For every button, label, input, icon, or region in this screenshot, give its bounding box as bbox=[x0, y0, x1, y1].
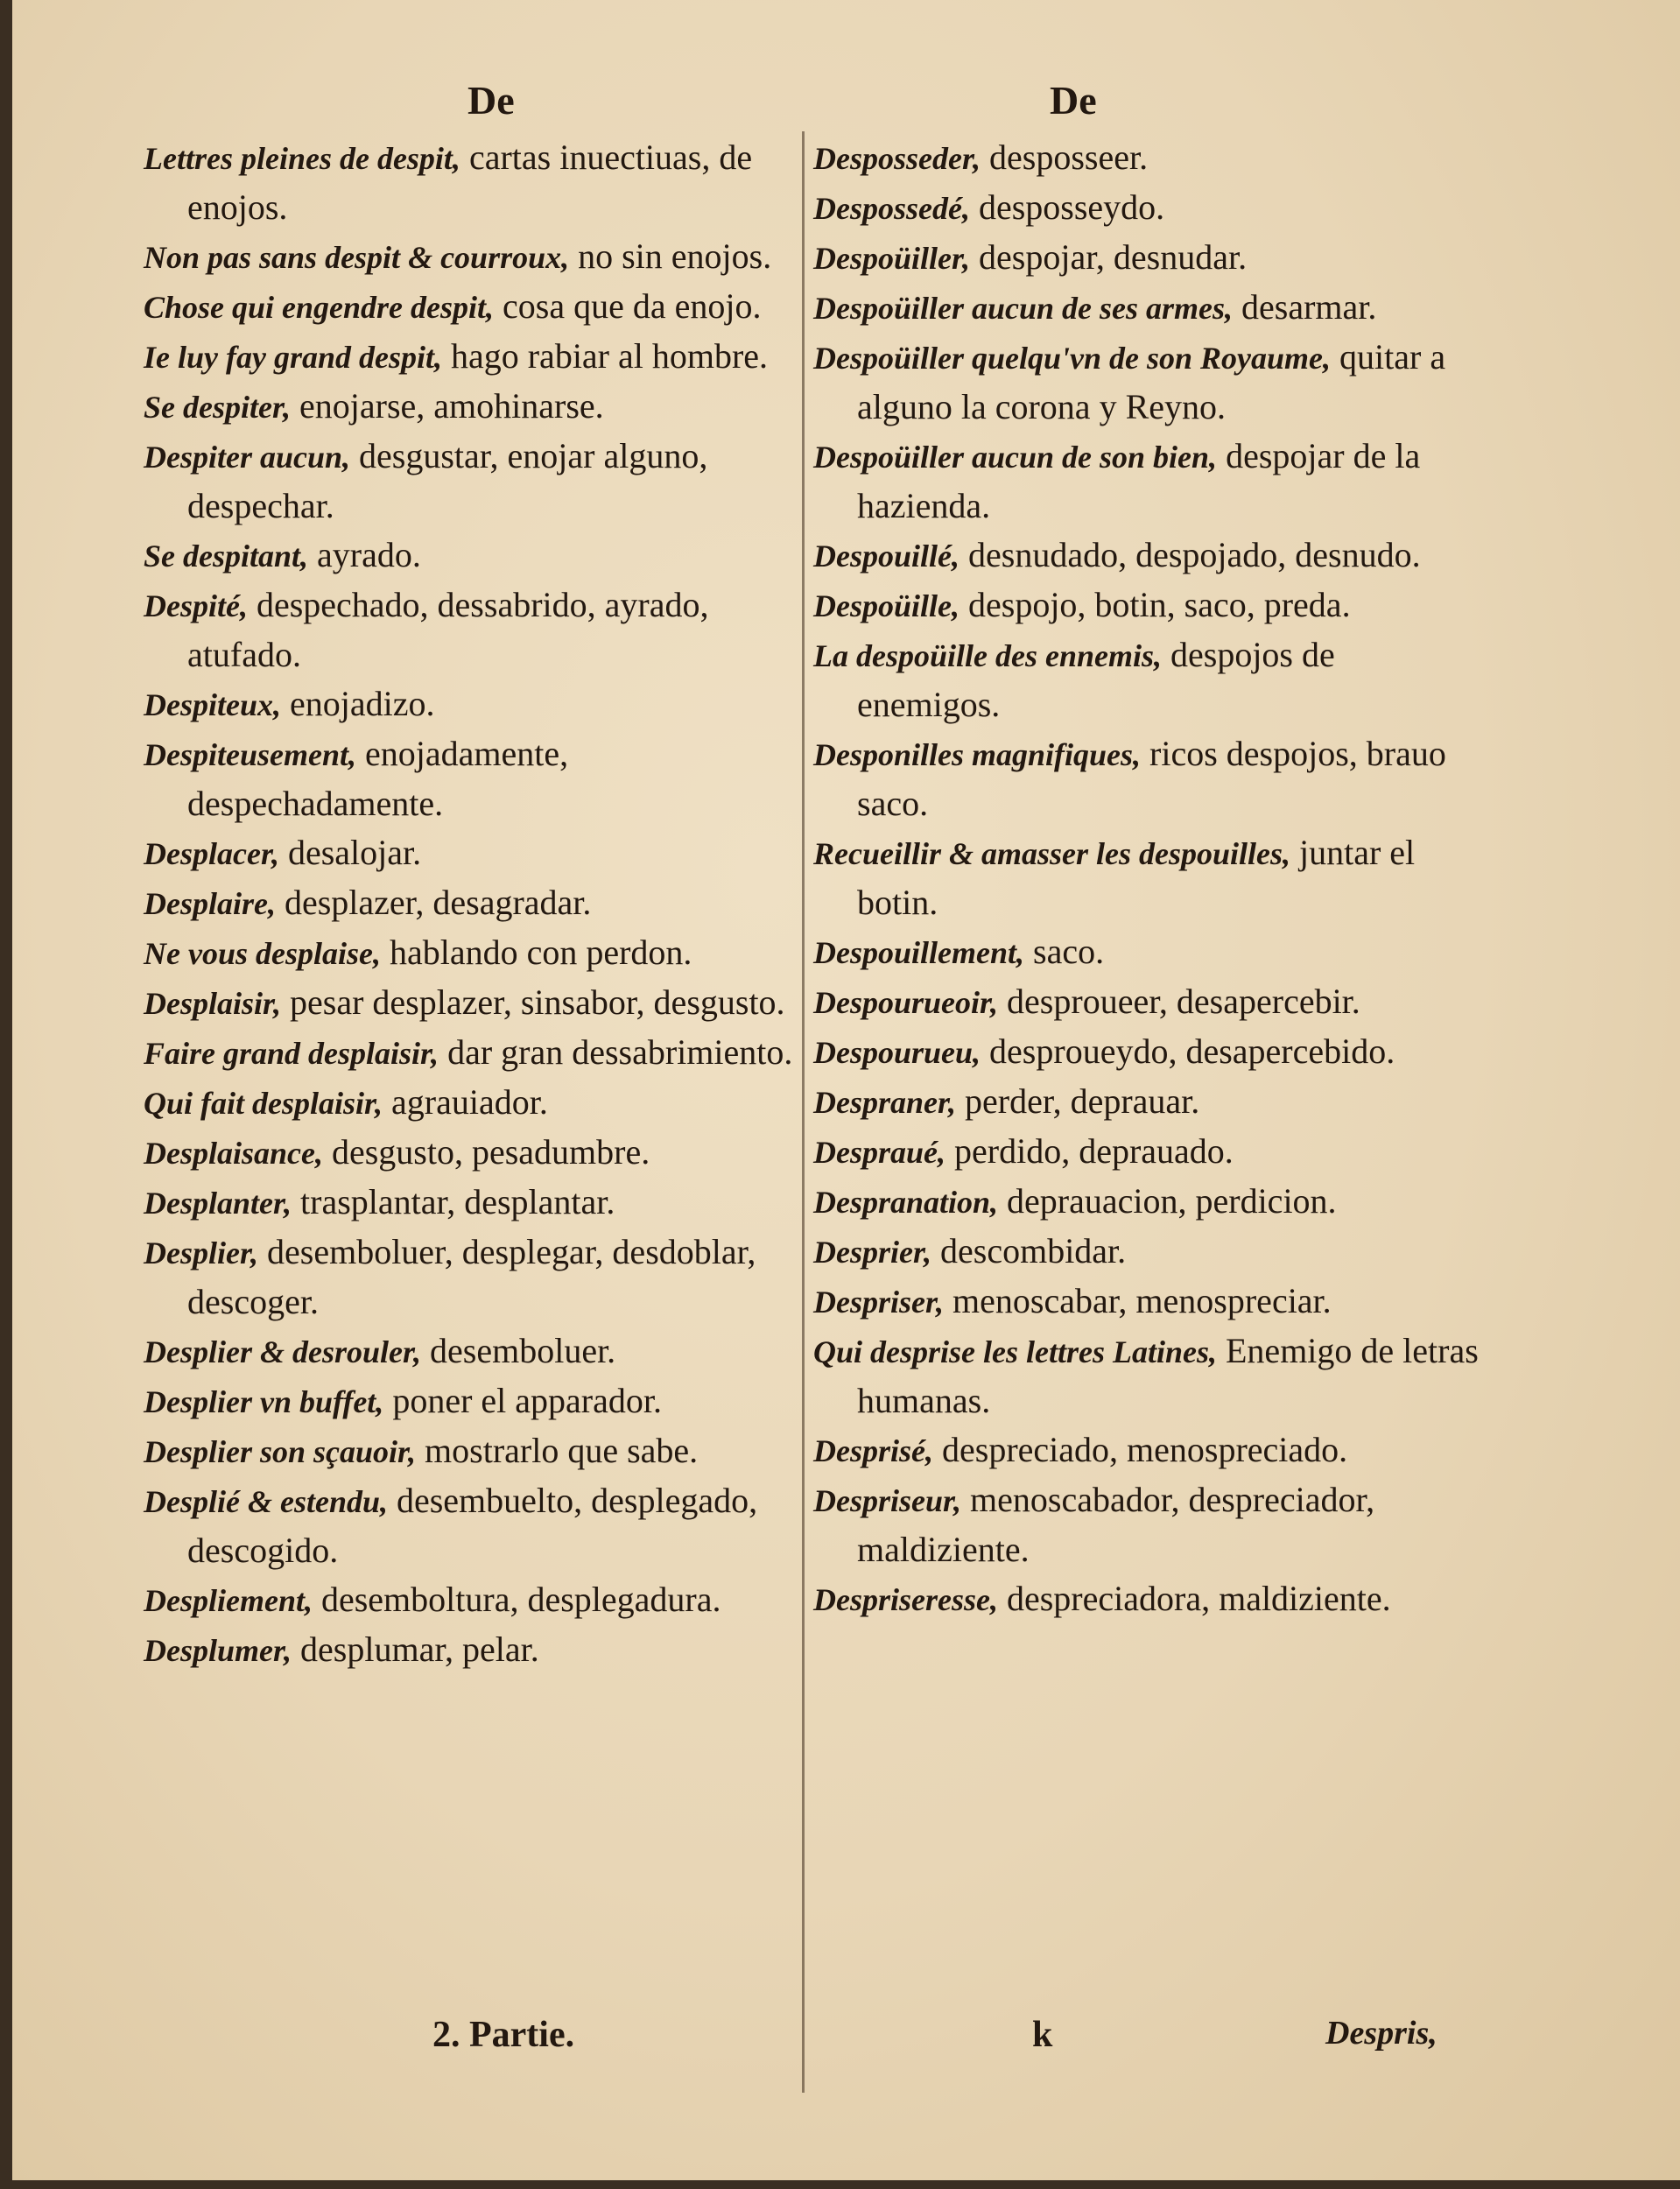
headword: Desprisé, bbox=[813, 1433, 933, 1468]
headword: Despraner, bbox=[813, 1085, 957, 1120]
translation: cosa que da enojo. bbox=[494, 286, 762, 326]
translation: despojo, botin, saco, preda. bbox=[959, 585, 1351, 624]
running-head-right: De bbox=[1050, 78, 1097, 123]
headword: Desprier, bbox=[813, 1235, 931, 1270]
headword: Desplier vn buffet, bbox=[144, 1384, 384, 1419]
translation: desposseer. bbox=[981, 137, 1149, 177]
headword: Despourueu, bbox=[813, 1035, 981, 1070]
translation: hablando con perdon. bbox=[380, 933, 692, 972]
translation: deprauacion, perdicion. bbox=[998, 1181, 1337, 1221]
translation: despojos de enemigos. bbox=[857, 635, 1335, 724]
headword: Despoüiller aucun de son bien, bbox=[813, 440, 1218, 475]
headword: Desplanter, bbox=[144, 1186, 292, 1221]
entry bbox=[813, 977, 1479, 1027]
part-label: 2. Partie. bbox=[432, 2015, 575, 2055]
translation: perdido, deprauado. bbox=[945, 1131, 1234, 1171]
entry bbox=[144, 382, 796, 432]
entry bbox=[813, 1177, 1479, 1227]
entry bbox=[144, 878, 796, 928]
translation: despojar, desnudar. bbox=[970, 237, 1248, 277]
translation: enojadizo. bbox=[281, 684, 435, 723]
translation: trasplantar, desplantar. bbox=[292, 1182, 615, 1221]
entry bbox=[144, 978, 796, 1028]
entry bbox=[813, 333, 1479, 432]
translation: Enemigo de letras humanas. bbox=[857, 1331, 1479, 1420]
translation: desproueydo, desapercebido. bbox=[981, 1031, 1395, 1071]
translation: ricos despojos, brauo saco. bbox=[857, 734, 1446, 823]
headword: Non pas sans despit & courroux, bbox=[144, 240, 570, 275]
entry bbox=[813, 1227, 1479, 1277]
entry bbox=[144, 1178, 796, 1228]
entry bbox=[813, 1027, 1479, 1077]
translation: desplumar, pelar. bbox=[292, 1629, 539, 1669]
entry bbox=[144, 1327, 796, 1376]
headword: Despourueoir, bbox=[813, 985, 999, 1020]
headword: Despité, bbox=[144, 588, 248, 623]
translation: menoscabar, menospreciar. bbox=[944, 1281, 1332, 1320]
translation: enojarse, amohinarse. bbox=[291, 386, 604, 426]
headword: Despriseresse, bbox=[813, 1582, 998, 1617]
entry bbox=[144, 1128, 796, 1178]
entry bbox=[144, 1426, 796, 1476]
translation: dar gran dessabrimiento. bbox=[439, 1032, 793, 1072]
translation: desembuelto, desplegado, descogido. bbox=[187, 1481, 758, 1570]
headword: Recueillir & amasser les despouilles, bbox=[813, 836, 1290, 871]
translation: enojadamente, despechadamente. bbox=[187, 734, 569, 823]
headword: Despiteux, bbox=[144, 687, 281, 722]
headword: Despriser, bbox=[813, 1285, 945, 1320]
headword: Desplumer, bbox=[144, 1633, 292, 1668]
translation: no sin enojos. bbox=[569, 236, 772, 276]
entry bbox=[813, 828, 1479, 927]
headword: Desplier son sçauoir, bbox=[144, 1434, 417, 1469]
entry bbox=[144, 1028, 796, 1078]
headword: Ne vous desplaise, bbox=[144, 936, 381, 971]
entry bbox=[813, 581, 1479, 630]
entry bbox=[813, 1574, 1479, 1624]
headword: Faire grand desplaisir, bbox=[144, 1036, 439, 1071]
entry bbox=[813, 630, 1479, 729]
entry bbox=[813, 133, 1479, 183]
translation: perder, deprauar. bbox=[956, 1081, 1200, 1121]
entry bbox=[144, 1376, 796, 1426]
entry bbox=[144, 679, 796, 729]
headword: Despoüiller quelqu'vn de son Royaume, bbox=[813, 341, 1332, 376]
translation: desarmar. bbox=[1233, 287, 1377, 327]
entry bbox=[813, 1127, 1479, 1177]
entry bbox=[813, 432, 1479, 531]
translation: cartas inuectiuas, de enojos. bbox=[187, 137, 753, 227]
headword: La despoüille des ennemis, bbox=[813, 638, 1162, 673]
headword: Despossedé, bbox=[813, 191, 970, 226]
headword: Chose qui engendre despit, bbox=[144, 290, 495, 325]
translation: desgusto, pesadumbre. bbox=[322, 1132, 650, 1172]
entry bbox=[813, 1475, 1479, 1574]
translation: mostrarlo que sabe. bbox=[416, 1431, 699, 1470]
entry bbox=[813, 1277, 1479, 1327]
headword: Desplier, bbox=[144, 1235, 258, 1270]
headword: Despriseur, bbox=[813, 1483, 962, 1518]
catchword: Despris, bbox=[1325, 2015, 1437, 2052]
entry bbox=[813, 283, 1479, 333]
headword: Desplaisir, bbox=[144, 986, 282, 1021]
entry bbox=[144, 1078, 796, 1128]
translation: descombidar. bbox=[931, 1231, 1127, 1270]
headword: Desplaisance, bbox=[144, 1136, 323, 1171]
headword: Desplacer, bbox=[144, 836, 279, 871]
translation: despechado, dessabrido, ayrado, atufado. bbox=[187, 585, 709, 674]
entry bbox=[813, 1425, 1479, 1475]
headword: Desposseder, bbox=[813, 141, 981, 176]
entry bbox=[144, 432, 796, 531]
headword: Despraué, bbox=[813, 1135, 945, 1170]
entry bbox=[144, 1228, 796, 1327]
translation: desemboltura, desplegadura. bbox=[312, 1580, 721, 1619]
entry bbox=[144, 729, 796, 828]
entry bbox=[144, 828, 796, 878]
right-column bbox=[813, 133, 1479, 1624]
headword: Despranation, bbox=[813, 1185, 999, 1220]
left-column bbox=[144, 133, 796, 1675]
entry bbox=[144, 531, 796, 581]
translation: desemboluer. bbox=[421, 1331, 616, 1370]
entry bbox=[813, 183, 1479, 233]
entry bbox=[813, 1327, 1479, 1425]
headword: Desponilles magnifiques, bbox=[813, 737, 1142, 772]
headword: Despoüiller, bbox=[813, 241, 971, 276]
entry bbox=[144, 928, 796, 978]
entry bbox=[144, 282, 796, 332]
headword: Despouillé, bbox=[813, 538, 959, 574]
headword: Despliement, bbox=[144, 1583, 313, 1618]
translation: despreciadora, maldiziente. bbox=[997, 1579, 1391, 1618]
translation: despojar de la hazienda. bbox=[857, 436, 1421, 525]
translation: hago rabiar al hombre. bbox=[441, 336, 769, 376]
entry bbox=[144, 581, 796, 679]
entry bbox=[813, 927, 1479, 977]
entry bbox=[144, 1575, 796, 1625]
entry bbox=[144, 1625, 796, 1675]
headword: Lettres pleines de despit, bbox=[144, 141, 460, 176]
translation: despreciado, menospreciado. bbox=[933, 1430, 1348, 1469]
entry bbox=[813, 531, 1479, 581]
translation: desplazer, desagradar. bbox=[275, 883, 592, 922]
headword: Despoüiller aucun de ses armes, bbox=[813, 291, 1234, 326]
entry bbox=[813, 729, 1479, 828]
headword: Se despitant, bbox=[144, 538, 309, 574]
translation: desgustar, enojar alguno, despechar. bbox=[187, 436, 708, 525]
translation: desproueer, desapercebir. bbox=[998, 982, 1360, 1021]
translation: juntar el botin. bbox=[857, 833, 1416, 922]
entry bbox=[144, 1476, 796, 1575]
entry bbox=[144, 133, 796, 232]
headword: Desplié & estendu, bbox=[144, 1484, 388, 1519]
translation: pesar desplazer, sinsabor, desgusto. bbox=[281, 982, 785, 1022]
translation: quitar a alguno la corona y Reyno. bbox=[857, 337, 1446, 426]
translation: agrauiador. bbox=[383, 1082, 548, 1122]
headword: Despiteusement, bbox=[144, 737, 356, 772]
headword: Se despiter, bbox=[144, 390, 291, 425]
headword: Qui desprise les lettres Latines, bbox=[813, 1334, 1217, 1369]
entry bbox=[144, 232, 796, 282]
dictionary-page bbox=[12, 0, 1680, 2180]
headword: Qui fait desplaisir, bbox=[144, 1086, 383, 1121]
headword: Ie luy fay grand despit, bbox=[144, 340, 442, 375]
translation: desemboluer, desplegar, desdoblar, descoger. bbox=[187, 1232, 756, 1321]
signature-mark: k bbox=[1032, 2015, 1053, 2055]
headword: Desplaire, bbox=[144, 886, 276, 921]
translation: desnudado, despojado, desnudo. bbox=[959, 535, 1421, 574]
entry bbox=[813, 1077, 1479, 1127]
headword: Despoüille, bbox=[813, 588, 959, 623]
headword: Despiter aucun, bbox=[144, 440, 351, 475]
running-head-left: De bbox=[467, 78, 515, 123]
translation: menoscabador, despreciador, maldiziente. bbox=[857, 1480, 1375, 1569]
translation: ayrado. bbox=[308, 535, 421, 574]
translation: desposseydo. bbox=[969, 187, 1165, 227]
translation: saco. bbox=[1024, 932, 1105, 971]
headword: Desplier & desrouler, bbox=[144, 1334, 422, 1369]
column-divider bbox=[802, 131, 805, 2093]
translation: desalojar. bbox=[278, 833, 422, 872]
entry bbox=[813, 233, 1479, 283]
entry bbox=[144, 332, 796, 382]
translation: poner el apparador. bbox=[383, 1381, 662, 1420]
headword: Despouillement, bbox=[813, 935, 1024, 970]
